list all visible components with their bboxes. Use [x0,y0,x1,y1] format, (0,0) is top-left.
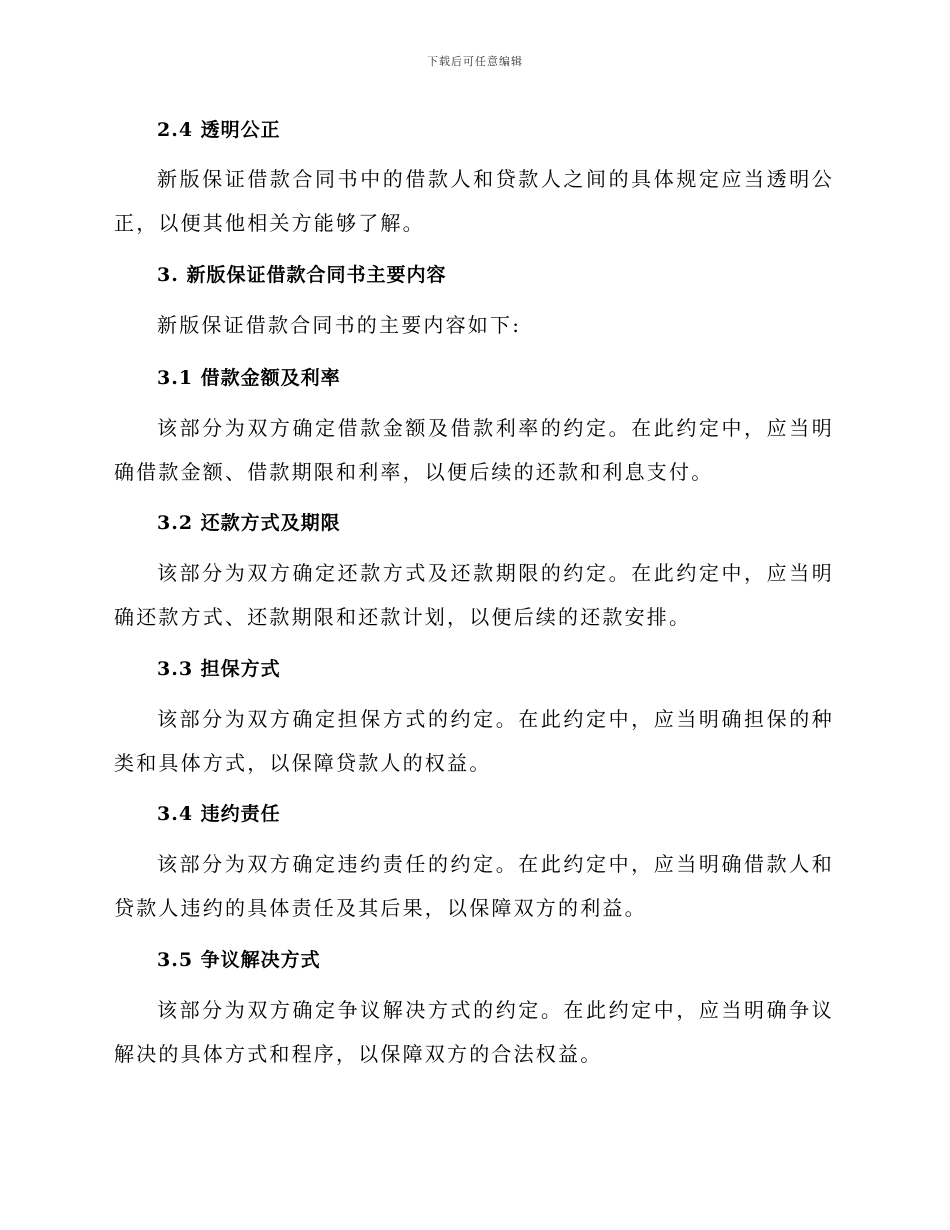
section-heading-3: 3. 新版保证借款合同书主要内容 [157,264,447,286]
section-heading-3-3: 3.3 担保方式 [157,658,281,680]
section-heading-3-4: 3.4 违约责任 [157,803,281,825]
paragraph-3-intro: 新版保证借款合同书的主要内容如下: [157,313,522,337]
page-header: 下载后可任意编辑 [427,55,523,68]
paragraph-3-1: 该部分为双方确定借款金额及借款利率的约定。在此约定中，应当明确借款金额、借款期限和利率，以便后续的还款和利息支付。 [114,416,834,484]
paragraph-3-2: 该部分为双方确定还款方式及还款期限的约定。在此约定中，应当明确还款方式、还款期限和还款计划，以便后续的还款安排。 [114,561,834,629]
section-heading-3-2: 3.2 还款方式及期限 [157,512,341,534]
section-heading-3-5: 3.5 争议解决方式 [157,949,321,971]
section-heading-2-4: 2.4 透明公正 [157,119,281,141]
paragraph-3-3: 该部分为双方确定担保方式的约定。在此约定中，应当明确担保的种类和具体方式，以保障贷款人的权益。 [114,707,834,775]
paragraph-3-5: 该部分为双方确定争议解决方式的约定。在此约定中，应当明确争议解决的具体方式和程序，以保障双方的合法权益。 [114,998,834,1066]
section-heading-3-1: 3.1 借款金额及利率 [157,367,341,389]
paragraph-3-4: 该部分为双方确定违约责任的约定。在此约定中，应当明确借款人和贷款人违约的具体责任及其后果，以保障双方的利益。 [114,852,834,920]
paragraph-2-4: 新版保证借款合同书中的借款人和贷款人之间的具体规定应当透明公正，以便其他相关方能够了解。 [114,167,834,235]
